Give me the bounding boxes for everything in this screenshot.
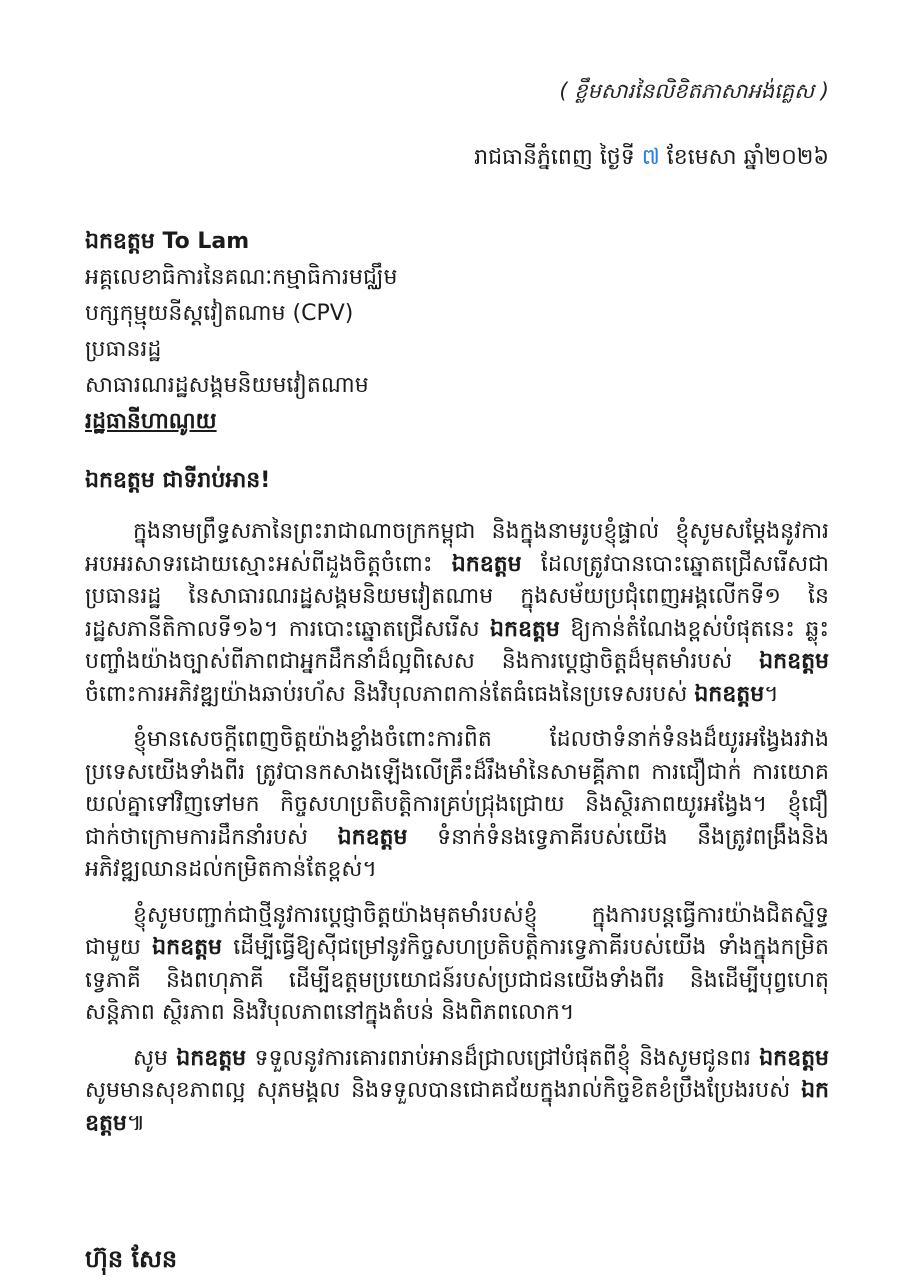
english-content-note: ( ខ្លឹមសារនៃលិខិតភាសាអង់គ្លេស ) xyxy=(559,79,829,103)
date-suffix: ខែមេសា ឆ្នាំ២០២៦ xyxy=(659,145,829,170)
recipient-role-line-3: ប្រធានរដ្ឋ xyxy=(85,337,162,362)
signature-name: ហ៊ុន សែន xyxy=(85,1245,178,1273)
paragraph-4: សូម ឯកឧត្តម ទទួលនូវការគោរពរាប់អានដ៏ជ្រាលជ្រៅបំផុតពីខ្ញុំ និងសូមជូនពរ ឯកឧត្តម សូមមានសុខភាពល្អ សុភមង្គល និងទទួលបានជោគជ័យក្នុងរាល់កិច្ចខិតខំប្រឹងប្រែងរបស់ ឯកឧត្តម៕ xyxy=(85,1045,830,1136)
recipient-address-block xyxy=(85,224,829,440)
place-and-date-line xyxy=(85,142,829,174)
paragraph-2: ខ្ញុំមានសេចក្តីពេញចិត្តយ៉ាងខ្លាំងចំពោះការពិត ដែលថាទំនាក់ទំនងដ៏យូរអង្វែងរវាងប្រទេសយើងទាំងពីរ ត្រូវបានកសាងឡើងលើគ្រឹះដ៏រឹងមាំនៃសាមគ្គីភាព ការជឿជាក់ ការយោគយល់គ្នាទៅវិញទៅមក កិច្ចសហប្រតិបត្តិការគ្រប់ជ្រុងជ្រោយ និងស្ថិរភាពយូរអង្វែង។ ខ្ញុំជឿជាក់ថាក្រោមការដឹកនាំរបស់ ឯកឧត្តម ទំនាក់ទំនងទ្វេភាគីរបស់យើង នឹងត្រូវពង្រឹងនិងអភិវឌ្ឍឈានដល់កម្រិតកាន់តែខ្ពស់។ xyxy=(85,727,829,882)
paragraph-3: ខ្ញុំសូមបញ្ជាក់ជាថ្មីនូវការប្តេជ្ញាចិត្តយ៉ាងមុតមាំរបស់ខ្ញុំ ក្នុងការបន្តធ្វើការយ៉ាងជិតស្និទ្ធជាមួយ ឯកឧត្តម ដើម្បីធ្វើឱ្យស៊ីជម្រៅនូវកិច្ចសហប្រតិបត្តិការទ្វេភាគីរបស់យើង ទាំងក្នុងកម្រិតទ្វេភាគី និងពហុភាគី ដើម្បីឧត្តមប្រយោជន៍របស់ប្រជាជនយើងទាំងពីរ និងដើម្បីបុព្វហេតុសន្តិភាព ស្ថិរភាព និងវិបុលភាពនៅក្នុងតំបន់ និងពិភពលោក។ xyxy=(85,902,829,1025)
letter-body xyxy=(85,516,829,1140)
recipient-role-line-2: បក្សកុម្មុយនីស្តវៀតណាម (CPV) xyxy=(85,301,354,326)
recipient-name-line: ឯកឧត្តម To Lam xyxy=(85,229,250,254)
recipient-role-line-4: សាធារណរដ្ឋសង្គមនិយមវៀតណាម xyxy=(85,373,369,398)
date-day-number: ៧ xyxy=(641,145,660,170)
recipient-role-line-1: អគ្គលេខាធិការនៃគណៈកម្មាធិការមជ្ឈឹម xyxy=(85,265,398,290)
date-prefix: រាជធានីភ្នំពេញ ថ្ងៃទី xyxy=(474,145,642,170)
salutation-line: ឯកឧត្តម ជាទីរាប់អាន! xyxy=(85,468,271,493)
paragraph-1: ក្នុងនាមព្រឹទ្ធសភានៃព្រះរាជាណាចក្រកម្ពុជា និងក្នុងនាមរូបខ្ញុំផ្ទាល់ ខ្ញុំសូមសម្តែងនូវការអបអរសាទរដោយស្មោះអស់ពីដួងចិត្តចំពោះ ឯកឧត្តម ដែលត្រូវបានបោះឆ្នោតជ្រើសរើសជាប្រធានរដ្ឋ នៃសាធារណរដ្ឋសង្គមនិយមវៀតណាម ក្នុងសម័យប្រជុំពេញអង្គលើកទី១ នៃរដ្ឋសភានីតិកាលទី១៦។ ការបោះឆ្នោតជ្រើសរើស ឯកឧត្តម ឱ្យកាន់តំណែងខ្ពស់បំផុតនេះ ឆ្លុះបញ្ចាំងយ៉ាងច្បាស់ពីភាពជាអ្នកដឹកនាំដ៏ល្អពិសេស និងការប្តេជ្ញាចិត្តដ៏មុតមាំរបស់ ឯកឧត្តម ចំពោះការអភិវឌ្ឍយ៉ាងឆាប់រហ័ស និងវិបុលភាពកាន់តែធំធេងនៃប្រទេសរបស់ ឯកឧត្តម។ xyxy=(85,519,829,707)
recipient-city-line: រដ្ឋធានីហាណូយ xyxy=(85,409,217,434)
